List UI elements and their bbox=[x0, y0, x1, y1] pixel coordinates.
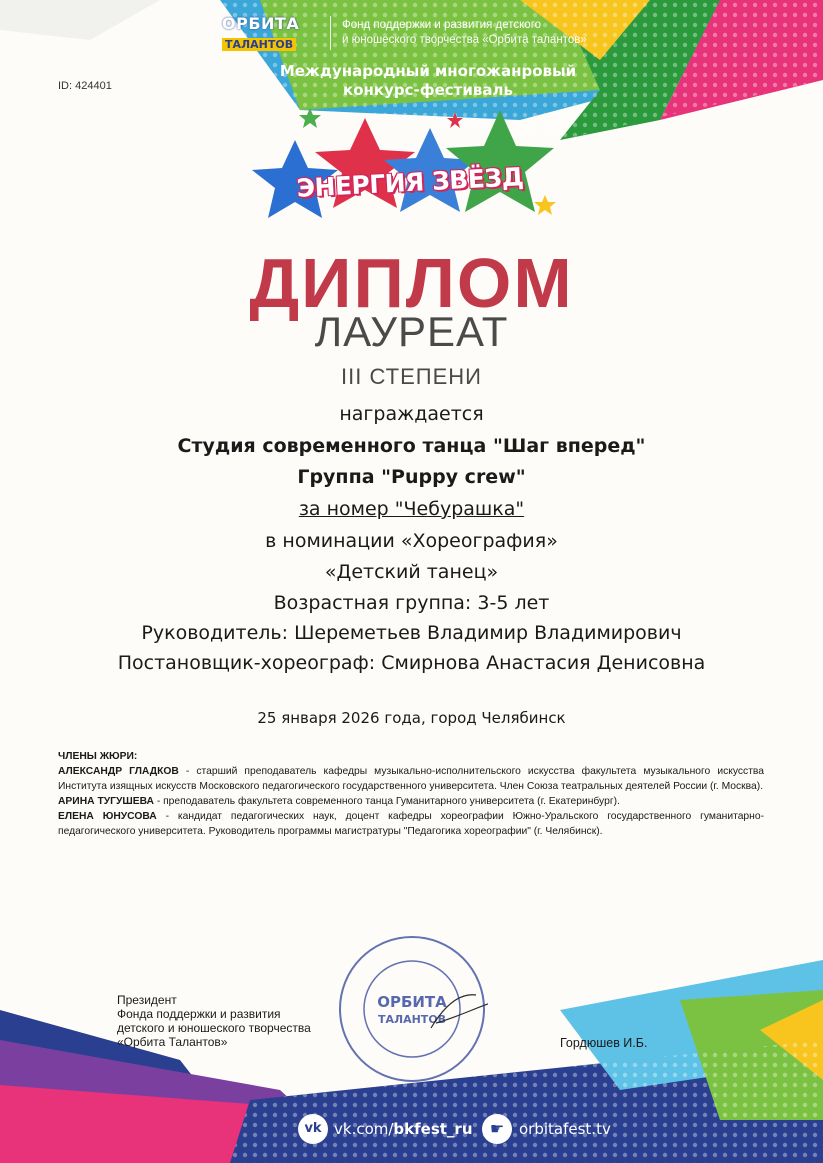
official-stamp bbox=[336, 933, 488, 1085]
jury-member-desc: - кандидат педагогических наук, доцент кафедры хореографии Южно-Уральского государственного гуманитарно-педагогического университета. Руководитель программы магистратуры "Педагогика хореографии" (г. Челябинск). bbox=[58, 811, 764, 837]
jury-member-name: АРИНА ТУГУШЕВА bbox=[58, 796, 154, 807]
jury-title: ЧЛЕНЫ ЖЮРИ: bbox=[58, 751, 138, 762]
president-line3: детского и юношеского творчества bbox=[117, 1021, 311, 1035]
top-left-shape bbox=[0, 0, 160, 40]
studio-name: Студия современного танца "Шаг вперед" bbox=[177, 435, 646, 457]
jury-member bbox=[58, 764, 764, 794]
stamp-logo-text: ОРБИТА bbox=[377, 993, 447, 1011]
category: «Детский танец» bbox=[324, 561, 499, 583]
vk-link-handle: bkfest_ru bbox=[393, 1120, 473, 1138]
laureate-title: ЛАУРЕАТ bbox=[314, 308, 509, 355]
pointer-hand-icon[interactable]: ☛ bbox=[482, 1114, 512, 1144]
stamp-logo-subtext: ТАЛАНТОВ bbox=[377, 1013, 447, 1026]
age-group: Возрастная группа: 3-5 лет bbox=[273, 592, 550, 614]
org-logo-text: ОРБИТА bbox=[222, 14, 300, 33]
president-title bbox=[117, 993, 347, 1049]
jury-member bbox=[58, 809, 764, 839]
vk-icon[interactable]: vk bbox=[298, 1114, 328, 1144]
contest-type bbox=[250, 62, 606, 100]
choreographer: Постановщик-хореограф: Смирнова Анастасия Денисовна bbox=[117, 652, 706, 674]
website-link[interactable]: orbitafest.tv bbox=[519, 1120, 611, 1138]
awarded-label: награждается bbox=[339, 403, 484, 425]
festival-name: ЭНЕРГИЯ ЗВЁЗД bbox=[295, 162, 525, 203]
head-teacher: Руководитель: Шереметьев Владимир Владимирович bbox=[141, 622, 682, 644]
performance-name: за номер "Чебурашка" bbox=[298, 498, 525, 520]
org-name-line1: Фонд поддержки и развития детского bbox=[342, 19, 542, 31]
jury-member-desc: - преподаватель факультета современного танца Гуманитарного университета (г. Екатеринбург). bbox=[153, 796, 620, 807]
org-logo-subtext: ТАЛАНТОВ bbox=[222, 38, 296, 51]
small-green-star-icon bbox=[299, 108, 321, 128]
org-logo bbox=[222, 14, 322, 54]
president-line1: Президент bbox=[117, 993, 177, 1007]
date-place: 25 января 2026 года, город Челябинск bbox=[257, 709, 566, 727]
jury-member bbox=[58, 794, 764, 809]
stamp-logo bbox=[377, 993, 447, 1026]
jury-member-name: ЕЛЕНА ЮНУСОВА bbox=[58, 811, 157, 822]
org-name-line2: и юношеского творчества «Орбита талантов» bbox=[342, 34, 587, 46]
vk-link-prefix: vk.com/ bbox=[334, 1120, 394, 1138]
president-line4: «Орбита Талантов» bbox=[117, 1035, 228, 1049]
vk-link[interactable] bbox=[334, 1120, 473, 1138]
small-pink-star-icon bbox=[447, 112, 463, 128]
group-name: Группа "Puppy crew" bbox=[297, 466, 526, 488]
signer-name: Гордюшев И.Б. bbox=[560, 1036, 648, 1050]
president-line2: Фонда поддержки и развития bbox=[117, 1007, 281, 1021]
degree-title: III СТЕПЕНИ bbox=[341, 364, 482, 389]
nomination: в номинации «Хореография» bbox=[265, 530, 558, 552]
contest-type-line2: конкурс-фестиваль bbox=[343, 81, 513, 99]
jury-member-desc: - старший преподаватель кафедры музыкально-исполнительского искусства факультета музыкального искусства Института изящных искусств Московского педагогического государственного университета. Член Союза театральных деятелей России (г. Москва). bbox=[58, 766, 764, 792]
diploma-title: ДИПЛОМ bbox=[249, 244, 574, 322]
contest-type-line1: Международный многожанровый bbox=[279, 62, 577, 80]
org-divider bbox=[330, 16, 331, 50]
document-id: ID: 424401 bbox=[58, 80, 112, 92]
jury-member-name: АЛЕКСАНДР ГЛАДКОВ bbox=[58, 766, 179, 777]
jury-section bbox=[58, 749, 764, 839]
small-yellow-star-icon bbox=[534, 195, 556, 215]
org-name bbox=[342, 18, 632, 48]
